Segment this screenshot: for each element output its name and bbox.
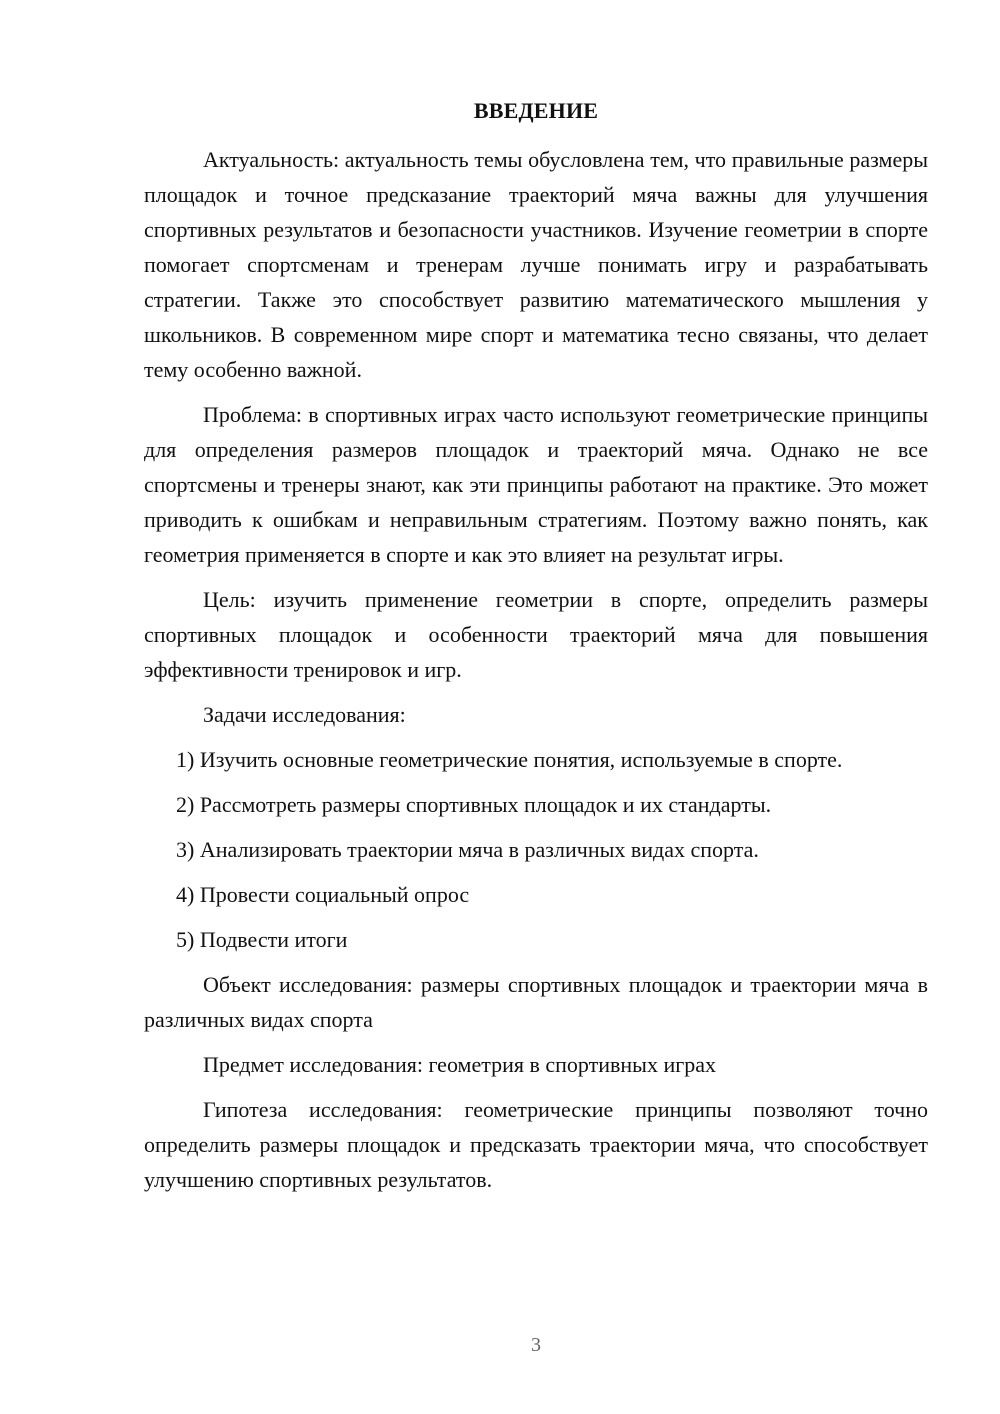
paragraph-subject: Предмет исследования: геометрия в спортивных играх: [203, 1052, 717, 1077]
list-item: 1) Изучить основные геометрические понятия, используемые в спорте.: [176, 747, 843, 772]
body-text: [144, 142, 928, 1207]
paragraph-object: Объект исследования: размеры спортивных площадок и траектории мяча в различных видах спорта: [144, 972, 928, 1032]
paragraph-relevance: Актуальность: актуальность темы обусловлена тем, что правильные размеры площадок и точное предсказание траекторий мяча важны для улучшения спортивных результатов и безопасности участников. Изучение геометрии в спорте помогает спортсменам и тренерам лучше понимать игру и разрабатывать стратегии. Также это способствует развитию математического мышления у школьников. В современном мире спорт и математика тесно связаны, что делает тему особенно важной.: [144, 147, 928, 382]
page-number: 3: [531, 1334, 541, 1356]
paragraph-hypothesis: Гипотеза исследования: геометрические принципы позволяют точно определить размеры площадок и предсказать траектории мяча, что способствует улучшению спортивных результатов.: [144, 1097, 928, 1192]
tasks-list: [144, 742, 928, 957]
paragraph-problem: Проблема: в спортивных играх часто используют геометрические принципы для определения размеров площадок и траекторий мяча. Однако не все спортсмены и тренеры знают, как эти принципы работают на практике. Это может приводить к ошибкам и неправильным стратегиям. Поэтому важно понять, как геометрия применяется в спорте и как это влияет на результат игры.: [144, 402, 928, 567]
page-title: ВВЕДЕНИЕ: [473, 98, 599, 123]
list-item: 4) Провести социальный опрос: [176, 882, 470, 907]
list-item: 2) Рассмотреть размеры спортивных площадок и их стандарты.: [176, 792, 772, 817]
paragraph-goal: Цель: изучить применение геометрии в спорте, определить размеры спортивных площадок и особенности траекторий мяча для повышения эффективности тренировок и игр.: [144, 587, 928, 682]
list-item: 3) Анализировать траектории мяча в различных видах спорта.: [176, 837, 759, 862]
list-item: 5) Подвести итоги: [176, 927, 348, 952]
paragraph-tasks-intro: Задачи исследования:: [203, 702, 406, 727]
